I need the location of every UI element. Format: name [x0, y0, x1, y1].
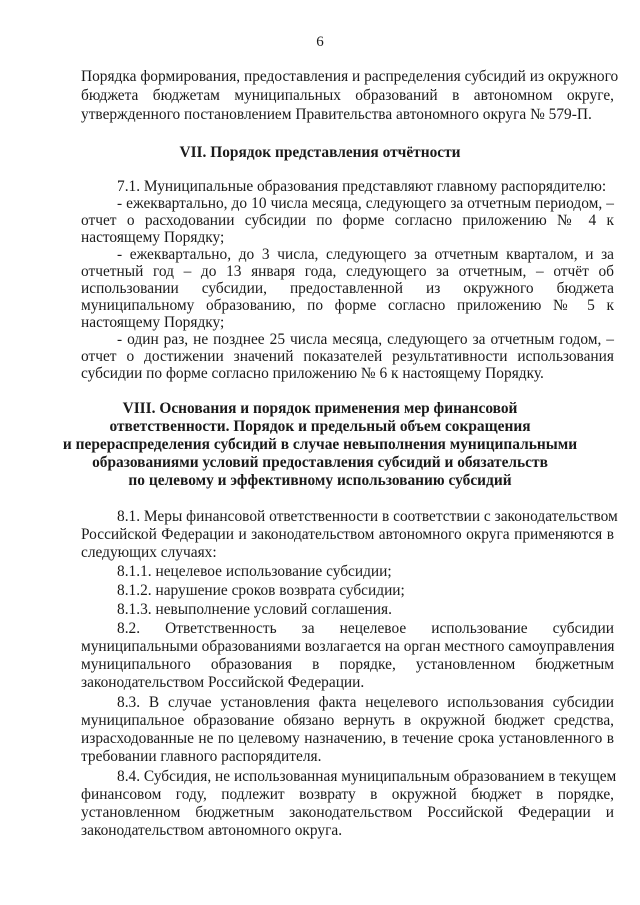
- intro-line: Порядка формирования, предоставления и распределения субсидий из окружного: [81, 68, 619, 85]
- paragraph-line: 8.2. Ответственность за нецелевое использование субсидии: [117, 620, 614, 637]
- list-item: 8.1.1. нецелевое использование субсидии;: [117, 563, 392, 580]
- paragraph-line: использовании субсидии, предоставленной из окружного бюджета: [81, 280, 614, 297]
- paragraph-line: израсходованные не по целевому назначению, в течение срока установленного в: [81, 730, 614, 747]
- paragraph-line: отчет о расходовании субсидии по форме согласно приложению № 4 к: [81, 212, 614, 229]
- intro-line: утвержденного постановлением Правительства автономного округа № 579-П.: [81, 106, 592, 123]
- paragraph-line: муниципальными образованиями возлагается на орган местного самоуправления: [81, 638, 615, 655]
- paragraph-line: муниципальному образованию, по форме согласно приложению № 5 к: [81, 297, 614, 314]
- paragraph-line: отчет о достижении значений показателей результативности использования: [81, 348, 614, 365]
- paragraph-line: законодательством автономного округа.: [81, 822, 343, 839]
- list-item: 8.1.2. нарушение сроков возврата субсидии;: [117, 582, 405, 599]
- section-8-heading-line: образованиями условий предоставления субсидий и обязательств: [92, 454, 548, 471]
- paragraph-line: 8.3. В случае установления факта нецелевого использования субсидии: [117, 694, 614, 711]
- paragraph-line: - ежеквартально, до 3 числа, следующего за отчетным кварталом, и за: [117, 246, 614, 263]
- paragraph-line: Российской Федерации и законодательством автономного округа применяются в: [81, 526, 614, 543]
- section-8-heading-line: ответственности. Порядок и предельный объем сокращения: [109, 418, 531, 435]
- intro-line: бюджета бюджетам муниципальных образований в автономном округе,: [81, 87, 614, 104]
- paragraph-line: 8.1. Меры финансовой ответственности в соответствии с законодательством: [117, 508, 618, 525]
- paragraph-line: требовании главного распорядителя.: [81, 748, 322, 765]
- paragraph-line: - ежеквартально, до 10 числа месяца, следующего за отчетным периодом, –: [117, 195, 614, 212]
- paragraph-line: следующих случаях:: [81, 544, 217, 561]
- paragraph-line: законодательством Российской Федерации.: [81, 674, 365, 691]
- page-number: 6: [316, 34, 324, 50]
- paragraph-line: отчетный год – до 13 января года, следующего за отчетным, – отчёт об: [81, 263, 614, 280]
- paragraph-line: муниципального образования в порядке, установленном бюджетным: [81, 656, 614, 673]
- list-item: 8.1.3. невыполнение условий соглашения.: [117, 601, 392, 618]
- section-8-heading-line: и перераспределения субсидий в случае невыполнения муниципальными: [62, 436, 578, 453]
- paragraph-line: 7.1. Муниципальные образования представляют главному распорядителю:: [117, 178, 607, 195]
- paragraph-line: финансовом году, подлежит возврату в окружной бюджет в порядке,: [81, 786, 614, 803]
- paragraph-line: настоящему Порядку;: [81, 314, 225, 331]
- section-8-heading-line: VIII. Основания и порядок применения мер финансовой: [122, 400, 518, 417]
- paragraph-line: - один раз, не позднее 25 числа месяца, следующего за отчетным годом, –: [117, 331, 614, 348]
- paragraph-line: установленном бюджетным законодательством Российской Федерации и: [81, 804, 614, 821]
- paragraph-line: субсидии по форме согласно приложению № 6 к настоящему Порядку.: [81, 365, 544, 382]
- paragraph-line: муниципальное образование обязано вернуть в окружной бюджет средства,: [81, 712, 614, 729]
- paragraph-line: 8.4. Субсидия, не использованная муниципальным образованием в текущем: [117, 768, 617, 785]
- paragraph-line: настоящему Порядку;: [81, 229, 225, 246]
- section-8-heading-line: по целевому и эффективному использованию субсидий: [128, 472, 512, 489]
- section-7-heading: VII. Порядок представления отчётности: [179, 144, 461, 161]
